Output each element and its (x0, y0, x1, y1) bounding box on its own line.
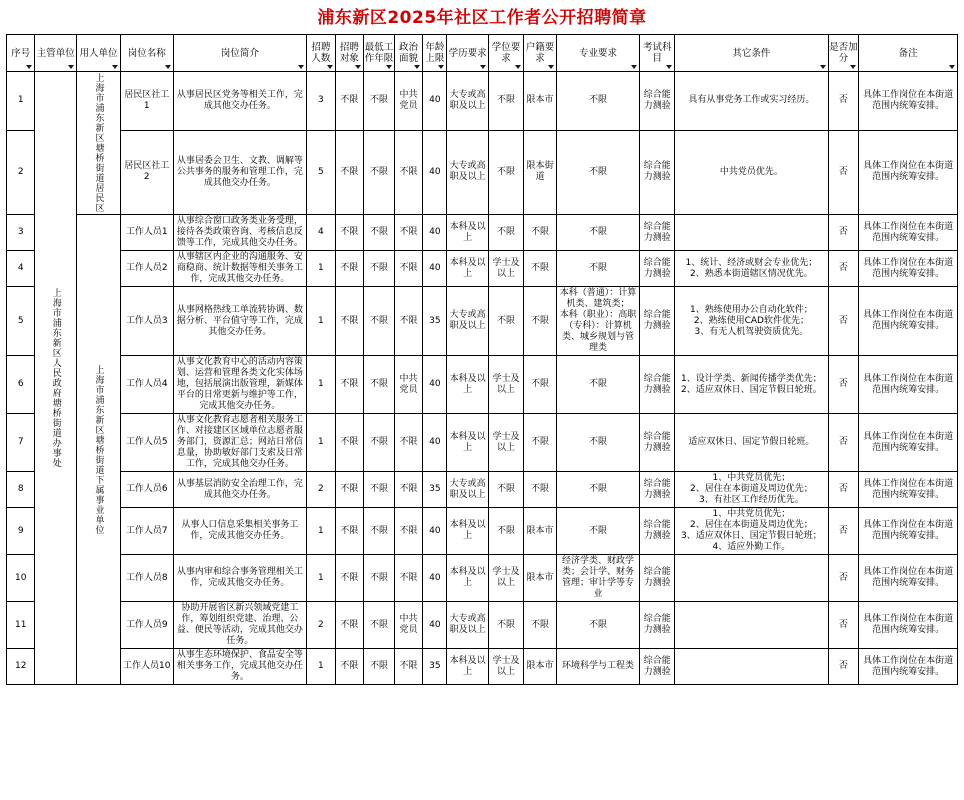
cell-remark: 具体工作岗位在本街道范围内统筹安排。 (859, 414, 958, 472)
cell-no: 10 (7, 555, 35, 602)
sort-arrow-icon[interactable] (355, 59, 362, 70)
cell-exam: 综合能力测验 (640, 72, 675, 131)
col-header-min-years-label: 最低工作年限 (364, 42, 394, 64)
cell-major: 不限 (556, 130, 639, 214)
cell-target: 不限 (335, 287, 363, 356)
cell-political: 不限 (394, 508, 422, 555)
cell-extra-points: 否 (828, 472, 859, 508)
cell-post-desc: 从事辖区内企业的沟通服务、安商稳商、统计数据等相关事务工作，完成其他交办任务。 (173, 251, 307, 287)
cell-age: 40 (423, 215, 447, 251)
col-header-employer-label: 用人单位 (79, 47, 118, 59)
cell-post-desc: 从事网格热线工单流转协调、数据分析、平台值守等工作，完成其他交办任务。 (173, 287, 307, 356)
cell-target: 不限 (335, 215, 363, 251)
col-header-education-label: 学历要求 (448, 47, 487, 59)
cell-post-name: 工作人员5 (120, 414, 173, 472)
cell-degree: 不限 (489, 287, 524, 356)
cell-post-desc: 从事文化教育志愿者相关服务工作、对接建区区域单位志愿者服务部门，资源汇总；网站日常信息量，协助敏好部门支索及日常工作，完成其他交办任务。 (173, 414, 307, 472)
cell-min-years: 不限 (364, 72, 395, 131)
col-header-headcount[interactable] (307, 35, 335, 72)
cell-education: 本科及以上 (447, 508, 489, 555)
cell-headcount: 1 (307, 649, 335, 685)
col-header-political-label: 政治面貌 (399, 42, 419, 64)
cell-min-years: 不限 (364, 649, 395, 685)
cell-post-desc: 从事基层消防安全治理工作，完成其他交办任务。 (173, 472, 307, 508)
col-header-extra-points[interactable] (828, 35, 859, 72)
cell-hukou: 限本市 (524, 555, 557, 602)
cell-target: 不限 (335, 508, 363, 555)
col-header-education[interactable] (447, 35, 489, 72)
col-header-other[interactable] (675, 35, 828, 72)
cell-post-desc: 从事综合窗口政务类业务受理，接待各类政策咨询、考核信息反馈等工作，完成其他交办任务。 (173, 215, 307, 251)
cell-age: 40 (423, 130, 447, 214)
cell-education: 大专或高职及以上 (447, 72, 489, 131)
cell-hukou: 限本市 (524, 508, 557, 555)
table-row (7, 72, 958, 131)
cell-post-name: 工作人员2 (120, 251, 173, 287)
cell-remark: 具体工作岗位在本街道范围内统筹安排。 (859, 602, 958, 649)
cell-political: 中共党员 (394, 356, 422, 414)
col-header-political[interactable] (394, 35, 422, 72)
sort-arrow-icon[interactable] (386, 59, 393, 70)
cell-min-years: 不限 (364, 508, 395, 555)
cell-employer: 上海市浦东新区塘桥街道居民区 (77, 72, 121, 215)
cell-headcount: 1 (307, 414, 335, 472)
cell-hukou: 不限 (524, 287, 557, 356)
cell-age: 35 (423, 472, 447, 508)
cell-target: 不限 (335, 602, 363, 649)
cell-extra-points: 否 (828, 215, 859, 251)
cell-major: 不限 (556, 602, 639, 649)
cell-hukou: 限本街道 (524, 130, 557, 214)
cell-remark: 具体工作岗位在本街道范围内统筹安排。 (859, 72, 958, 131)
cell-degree: 学士及以上 (489, 649, 524, 685)
col-header-degree-label: 学位要求 (491, 42, 521, 64)
cell-other: 1、中共党员优先； 2、居住在本街道及周边优先； 3、适应双休日、国定节假日轮班； 4、适应外勤工作。 (675, 508, 828, 555)
cell-target: 不限 (335, 356, 363, 414)
col-header-post-desc-label: 岗位简介 (220, 47, 259, 59)
cell-degree: 不限 (489, 215, 524, 251)
cell-min-years: 不限 (364, 602, 395, 649)
col-header-age[interactable] (423, 35, 447, 72)
cell-remark: 具体工作岗位在本街道范围内统筹安排。 (859, 555, 958, 602)
cell-post-name: 工作人员3 (120, 287, 173, 356)
cell-exam: 综合能力测验 (640, 508, 675, 555)
cell-exam: 综合能力测验 (640, 649, 675, 685)
cell-post-name: 工作人员1 (120, 215, 173, 251)
col-header-supervisor-label: 主管单位 (36, 47, 75, 59)
cell-headcount: 2 (307, 472, 335, 508)
table-row (7, 602, 958, 649)
cell-min-years: 不限 (364, 555, 395, 602)
cell-remark: 具体工作岗位在本街道范围内统筹安排。 (859, 215, 958, 251)
col-header-no[interactable] (7, 35, 35, 72)
cell-extra-points: 否 (828, 251, 859, 287)
cell-headcount: 4 (307, 215, 335, 251)
cell-target: 不限 (335, 472, 363, 508)
table-row (7, 414, 958, 472)
cell-target: 不限 (335, 72, 363, 131)
col-header-min-years[interactable] (364, 35, 395, 72)
cell-education: 本科及以上 (447, 555, 489, 602)
cell-target: 不限 (335, 251, 363, 287)
col-header-hukou[interactable] (524, 35, 557, 72)
cell-headcount: 5 (307, 130, 335, 214)
cell-target: 不限 (335, 555, 363, 602)
cell-other: 中共党员优先。 (675, 130, 828, 214)
cell-no: 11 (7, 602, 35, 649)
cell-target: 不限 (335, 649, 363, 685)
cell-headcount: 3 (307, 72, 335, 131)
sort-arrow-icon[interactable] (631, 59, 638, 70)
table-row (7, 555, 958, 602)
table-row (7, 251, 958, 287)
cell-age: 40 (423, 602, 447, 649)
cell-extra-points: 否 (828, 287, 859, 356)
cell-min-years: 不限 (364, 356, 395, 414)
cell-other (675, 555, 828, 602)
cell-supervisor: 上海市浦东新区人民政府塘桥街道办事处 (35, 72, 77, 685)
cell-other: 1、熟练使用办公自动化软件； 2、熟练使用CAD软件优先； 3、有无人机驾驶资质优先。 (675, 287, 828, 356)
cell-exam: 综合能力测验 (640, 555, 675, 602)
cell-education: 大专或高职及以上 (447, 287, 489, 356)
cell-headcount: 2 (307, 602, 335, 649)
table-header-row (7, 35, 958, 72)
cell-exam: 综合能力测验 (640, 602, 675, 649)
cell-education: 本科及以上 (447, 251, 489, 287)
col-header-exam[interactable] (640, 35, 675, 72)
col-header-remark-label: 备注 (898, 47, 918, 59)
cell-degree: 不限 (489, 508, 524, 555)
cell-other (675, 215, 828, 251)
table-row (7, 472, 958, 508)
cell-other (675, 602, 828, 649)
cell-major: 本科（普通）：计算机类、建筑类； 本科（职业）：高职（专科）：计算机类、城乡规划与管理类 (556, 287, 639, 356)
cell-other: 适应双休日、国定节假日轮班。 (675, 414, 828, 472)
col-header-exam-label: 考试科目 (642, 42, 672, 64)
cell-exam: 综合能力测验 (640, 414, 675, 472)
sort-arrow-icon[interactable] (165, 59, 172, 70)
cell-age: 40 (423, 414, 447, 472)
cell-age: 40 (423, 555, 447, 602)
cell-hukou: 不限 (524, 356, 557, 414)
cell-post-name: 工作人员9 (120, 602, 173, 649)
sort-arrow-icon[interactable] (480, 59, 487, 70)
cell-remark: 具体工作岗位在本街道范围内统筹安排。 (859, 649, 958, 685)
cell-exam: 综合能力测验 (640, 251, 675, 287)
cell-extra-points: 否 (828, 414, 859, 472)
cell-major: 不限 (556, 414, 639, 472)
cell-no: 2 (7, 130, 35, 214)
cell-exam: 综合能力测验 (640, 130, 675, 214)
cell-degree: 学士及以上 (489, 414, 524, 472)
sort-arrow-icon[interactable] (820, 59, 827, 70)
cell-remark: 具体工作岗位在本街道范围内统筹安排。 (859, 287, 958, 356)
cell-extra-points: 否 (828, 72, 859, 131)
col-header-age-label: 年龄上限 (425, 42, 445, 64)
cell-degree: 不限 (489, 602, 524, 649)
sort-arrow-icon[interactable] (666, 59, 673, 70)
col-header-no-label: 序号 (11, 47, 31, 59)
cell-major: 不限 (556, 215, 639, 251)
cell-education: 本科及以上 (447, 414, 489, 472)
cell-headcount: 1 (307, 251, 335, 287)
sort-arrow-icon[interactable] (26, 59, 33, 70)
cell-major: 不限 (556, 72, 639, 131)
cell-target: 不限 (335, 130, 363, 214)
cell-age: 35 (423, 649, 447, 685)
cell-exam: 综合能力测验 (640, 287, 675, 356)
cell-no: 9 (7, 508, 35, 555)
sort-arrow-icon[interactable] (548, 59, 555, 70)
cell-political: 不限 (394, 130, 422, 214)
cell-other (675, 649, 828, 685)
cell-political: 不限 (394, 215, 422, 251)
cell-no: 4 (7, 251, 35, 287)
cell-min-years: 不限 (364, 130, 395, 214)
cell-hukou: 不限 (524, 472, 557, 508)
cell-min-years: 不限 (364, 472, 395, 508)
cell-extra-points: 否 (828, 649, 859, 685)
cell-political: 不限 (394, 649, 422, 685)
cell-no: 7 (7, 414, 35, 472)
cell-post-name: 工作人员10 (120, 649, 173, 685)
cell-post-name: 居民区社工2 (120, 130, 173, 214)
cell-target: 不限 (335, 414, 363, 472)
col-header-target[interactable] (335, 35, 363, 72)
cell-no: 3 (7, 215, 35, 251)
cell-major: 不限 (556, 356, 639, 414)
col-header-other-label: 其它条件 (732, 47, 771, 59)
sort-arrow-icon[interactable] (949, 59, 956, 70)
table-row (7, 287, 958, 356)
page-title: 浦东新区2025年社区工作者公开招聘简章 (317, 8, 647, 28)
table-body (7, 72, 958, 685)
cell-degree: 学士及以上 (489, 356, 524, 414)
recruitment-table (6, 34, 958, 685)
cell-min-years: 不限 (364, 251, 395, 287)
cell-no: 6 (7, 356, 35, 414)
sort-arrow-icon[interactable] (68, 59, 75, 70)
sort-arrow-icon[interactable] (515, 59, 522, 70)
table-row (7, 356, 958, 414)
cell-headcount: 1 (307, 508, 335, 555)
table-row (7, 649, 958, 685)
cell-post-desc: 从事生态环境保护、食品安全等相关事务工作，完成其他交办任务。 (173, 649, 307, 685)
cell-post-name: 居民区社工1 (120, 72, 173, 131)
cell-major: 不限 (556, 508, 639, 555)
cell-remark: 具体工作岗位在本街道范围内统筹安排。 (859, 356, 958, 414)
cell-other: 1、设计学类、新闻传播学类优先； 2、适应双休日、国定节假日轮班。 (675, 356, 828, 414)
cell-remark: 具体工作岗位在本街道范围内统筹安排。 (859, 130, 958, 214)
cell-post-name: 工作人员6 (120, 472, 173, 508)
table-row (7, 130, 958, 214)
cell-major: 不限 (556, 472, 639, 508)
cell-political: 不限 (394, 251, 422, 287)
col-header-degree[interactable] (489, 35, 524, 72)
cell-post-desc: 从事文化教育中心的活动内容策划、运营和管理各类文化实体场地，包括展演出版管理，新媒体平台的日常更新与维护等工作，完成其他交办任务。 (173, 356, 307, 414)
cell-post-name: 工作人员7 (120, 508, 173, 555)
table-row (7, 215, 958, 251)
cell-major: 环境科学与工程类 (556, 649, 639, 685)
cell-headcount: 1 (307, 555, 335, 602)
cell-education: 本科及以上 (447, 356, 489, 414)
cell-hukou: 限本市 (524, 72, 557, 131)
cell-exam: 综合能力测验 (640, 215, 675, 251)
cell-extra-points: 否 (828, 356, 859, 414)
cell-hukou: 不限 (524, 215, 557, 251)
cell-no: 8 (7, 472, 35, 508)
col-header-major[interactable] (556, 35, 639, 72)
cell-post-desc: 从事居民区党务等相关工作，完成其他交办任务。 (173, 72, 307, 131)
cell-degree: 不限 (489, 472, 524, 508)
sort-arrow-icon[interactable] (850, 59, 857, 70)
cell-education: 大专或高职及以上 (447, 602, 489, 649)
col-header-major-label: 专业要求 (579, 47, 618, 59)
cell-age: 40 (423, 72, 447, 131)
cell-age: 40 (423, 251, 447, 287)
cell-min-years: 不限 (364, 215, 395, 251)
cell-major: 不限 (556, 251, 639, 287)
cell-other: 1、统计、经济或财会专业优先； 2、熟悉本街道辖区情况优先。 (675, 251, 828, 287)
cell-post-name: 工作人员4 (120, 356, 173, 414)
cell-no: 1 (7, 72, 35, 131)
col-header-headcount-label: 招聘人数 (311, 42, 331, 64)
cell-other: 1、中共党员优先； 2、居住在本街道及周边优先； 3、有社区工作经历优先。 (675, 472, 828, 508)
sort-arrow-icon[interactable] (438, 59, 445, 70)
cell-age: 35 (423, 287, 447, 356)
cell-hukou: 不限 (524, 414, 557, 472)
cell-hukou: 限本市 (524, 649, 557, 685)
col-header-target-label: 招聘对象 (339, 42, 359, 64)
cell-political: 不限 (394, 555, 422, 602)
cell-remark: 具体工作岗位在本街道范围内统筹安排。 (859, 508, 958, 555)
col-header-extra-points-label: 是否加分 (829, 42, 858, 64)
cell-headcount: 1 (307, 287, 335, 356)
cell-political: 中共党员 (394, 602, 422, 649)
sort-arrow-icon[interactable] (327, 59, 334, 70)
cell-min-years: 不限 (364, 414, 395, 472)
cell-degree: 学士及以上 (489, 251, 524, 287)
cell-no: 12 (7, 649, 35, 685)
sort-arrow-icon[interactable] (112, 59, 119, 70)
cell-post-name: 工作人员8 (120, 555, 173, 602)
col-header-hukou-label: 户籍要求 (525, 42, 555, 64)
cell-education: 大专或高职及以上 (447, 472, 489, 508)
table-row (7, 508, 958, 555)
cell-political: 不限 (394, 472, 422, 508)
cell-min-years: 不限 (364, 287, 395, 356)
cell-remark: 具体工作岗位在本街道范围内统筹安排。 (859, 472, 958, 508)
cell-education: 本科及以上 (447, 215, 489, 251)
cell-education: 本科及以上 (447, 649, 489, 685)
cell-extra-points: 否 (828, 508, 859, 555)
col-header-post-desc[interactable] (173, 35, 307, 72)
cell-degree: 学士及以上 (489, 555, 524, 602)
col-header-supervisor[interactable] (35, 35, 77, 72)
cell-extra-points: 否 (828, 130, 859, 214)
cell-political: 不限 (394, 287, 422, 356)
cell-post-desc: 从事内审和综合事务管理相关工作，完成其他交办任务。 (173, 555, 307, 602)
cell-post-desc: 从事居委会卫生、文教、调解等公共事务的服务和管理工作，完成其他交办任务。 (173, 130, 307, 214)
cell-major: 经济学类、财政学类；会计学、财务管理；审计学等专业 (556, 555, 639, 602)
cell-age: 40 (423, 508, 447, 555)
col-header-post-name[interactable] (120, 35, 173, 72)
sort-arrow-icon[interactable] (414, 59, 421, 70)
cell-employer: 上海市浦东新区塘桥街道下属事业单位 (77, 215, 121, 685)
cell-age: 40 (423, 356, 447, 414)
cell-headcount: 1 (307, 356, 335, 414)
cell-exam: 综合能力测验 (640, 356, 675, 414)
cell-degree: 不限 (489, 130, 524, 214)
cell-education: 大专或高职及以上 (447, 130, 489, 214)
cell-post-desc: 协助开展省区新兴领域党建工作，筹划组织党建、治理、公益、便民等活动，完成其他交办任务。 (173, 602, 307, 649)
cell-extra-points: 否 (828, 555, 859, 602)
sort-arrow-icon[interactable] (298, 59, 305, 70)
col-header-post-name-label: 岗位名称 (127, 47, 166, 59)
col-header-employer[interactable] (77, 35, 121, 72)
cell-hukou: 不限 (524, 602, 557, 649)
col-header-remark[interactable] (859, 35, 958, 72)
cell-other: 具有从事党务工作或实习经历。 (675, 72, 828, 131)
cell-exam: 综合能力测验 (640, 472, 675, 508)
cell-political: 中共党员 (394, 72, 422, 131)
cell-degree: 不限 (489, 72, 524, 131)
cell-hukou: 不限 (524, 251, 557, 287)
cell-remark: 具体工作岗位在本街道范围内统筹安排。 (859, 251, 958, 287)
cell-extra-points: 否 (828, 602, 859, 649)
cell-no: 5 (7, 287, 35, 356)
cell-political: 不限 (394, 414, 422, 472)
cell-post-desc: 从事人口信息采集相关事务工作，完成其他交办任务。 (173, 508, 307, 555)
